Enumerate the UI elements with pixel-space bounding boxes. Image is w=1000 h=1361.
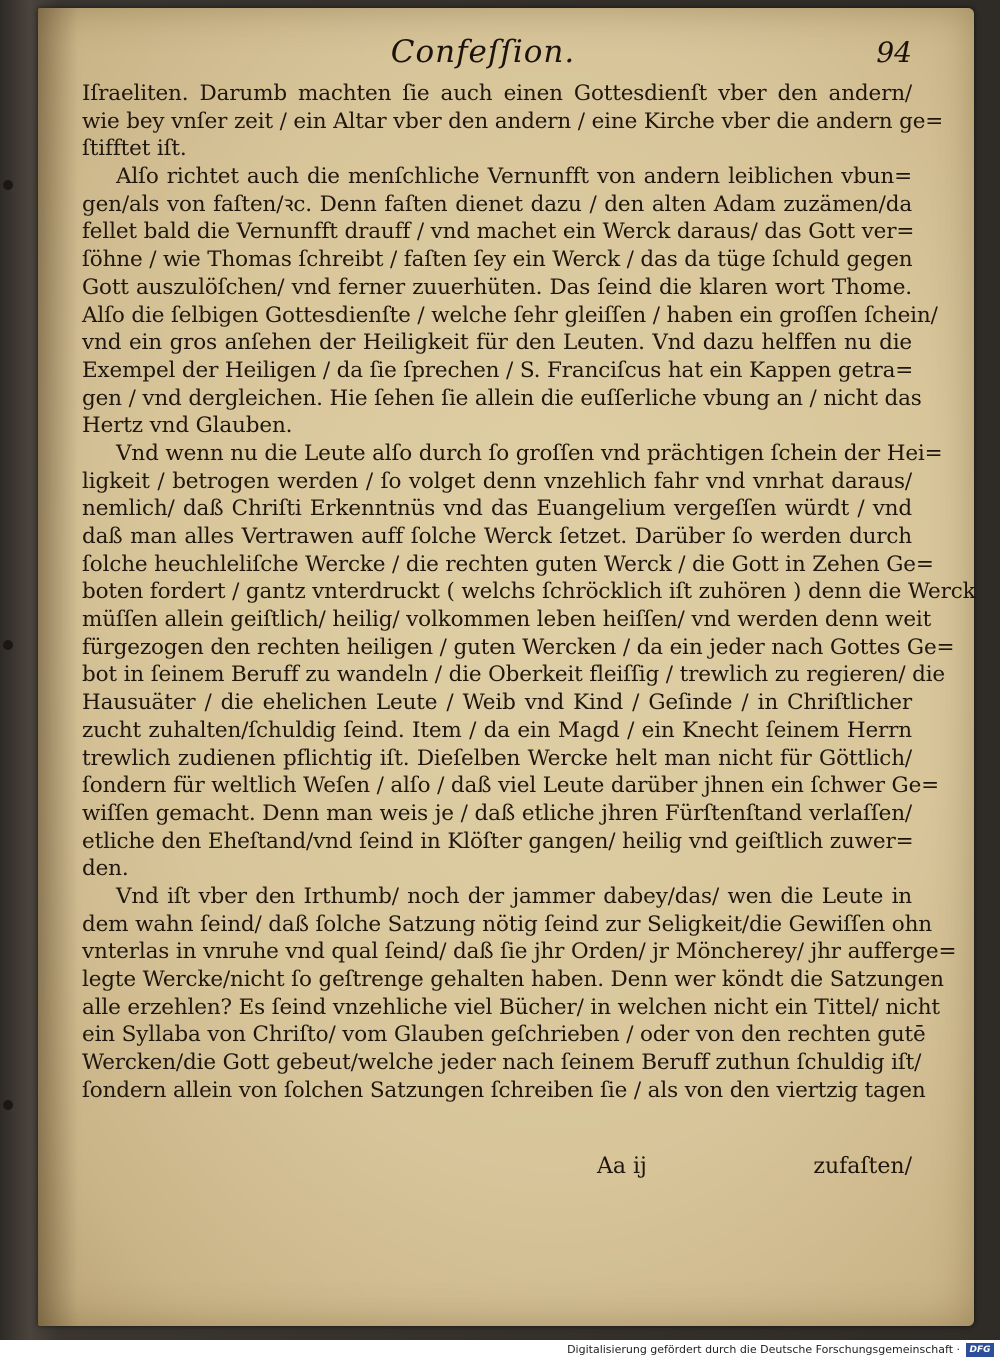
text-line: Exempel der Heiligen / da ſie ſprechen / S. Franciſcus hat ein Kappen getra=: [82, 357, 914, 383]
text-line: ſolche heuchleliſche Wercke / die rechten guten Werck / die Gott in Zehen Ge=: [82, 551, 934, 577]
text-line: den.: [82, 856, 129, 882]
text-line: wie bey vnſer zeit / ein Altar vber den andern / eine Kirche vber die andern ge=: [82, 108, 944, 134]
text-line: etliche den Eheſtand/vnd ſeind in Klöſter gangen/ heilig vnd geiſtlich zuwer=: [82, 828, 914, 854]
text-line: ligkeit / betrogen werden / ſo volget denn vnzehlich fahr vnd vnrhat daraus/: [82, 468, 912, 494]
text-line: fellet bald die Vernunfft drauff / vnd machet ein Werck daraus/ das Gott ver=: [82, 219, 915, 245]
text-line: zucht zuhalten/ſchuldig ſeind. Item / da ein Magd / ein Knecht ſeinem Herrn: [82, 717, 912, 743]
text-line: daß man alles Vertrawen auff ſolche Werck ſetzet. Darüber ſo werden durch: [82, 524, 912, 549]
folio-number: 94: [876, 36, 912, 69]
text-line: Vnd wenn nu die Leute alſo durch ſo groſſen vnd prächtigen ſchein der Hei=: [116, 440, 943, 466]
binding-hole: [3, 1100, 13, 1110]
text-line: wiſſen gemacht. Denn man weis je / daß etliche jhren Fürſtenſtand verlaſſen/: [82, 800, 912, 826]
body-text: [82, 80, 976, 1104]
book-page: [38, 8, 974, 1326]
text-line: boten fordert / gantz vnterdruckt ( welchs ſchröcklich iſt zuhören ) denn die Werck: [82, 579, 976, 605]
text-line: dem wahn ſeind/ daß ſolche Satzung nötig ſeind zur Seligkeit/die Gewiſſen ohn: [82, 911, 932, 937]
text-line: ſondern allein von ſolchen Satzungen ſchreiben ſie / als von den viertzig tagen: [82, 1077, 926, 1103]
text-line: Gott auszulöſchen/ vnd ferner zuuerhüten. Das ſeind die klaren wort Thome.: [82, 274, 912, 300]
text-line: vnterlas in vnruhe vnd qual ſeind/ daß ſie jhr Orden/ jr Möncherey/ jhr aufferge=: [82, 939, 957, 965]
text-line: legte Wercke/nicht ſo geſtrenge gehalten haben. Denn wer köndt die Satzungen: [82, 967, 944, 992]
text-line: ein Syllaba von Chriſto/ vom Glauben geſchrieben / oder von den rechten gutē: [82, 1022, 926, 1048]
text-line: gen / vnd dergleichen. Hie ſehen ſie allein die euſſerliche vbung an / nicht das: [82, 385, 922, 411]
text-line: Alſo die ſelbigen Gottesdienſte / welche ſehr gleiſſen / haben ein groſſen ſchein/: [82, 302, 938, 328]
text-line: vnd ein gros anſehen der Heiligkeit für den Leuten. Vnd dazu helffen nu die: [82, 330, 912, 356]
text-line: ſtifftet iſt.: [82, 136, 187, 162]
funding-credit: Digitalisierung gefördert durch die Deutsche Forschungsgemeinschaft ·: [567, 1343, 960, 1356]
text-line: Wercken/die Gott gebeut/welche jeder nach ſeinem Beruff zuthun ſchuldig iſt/: [82, 1050, 922, 1076]
text-line: ſondern für weltlich Weſen / alſo / daß viel Leute darüber jhnen ein ſchwer Ge=: [82, 773, 940, 799]
text-line: Hausuäter / die ehelichen Leute / Weib vnd Kind / Geſinde / in Chriſtlicher: [82, 690, 912, 716]
text-line: Iſraeliten. Darumb machten ſie auch einen Gottesdienſt vber den andern/: [82, 81, 912, 106]
text-line: nemlich/ daß Chriſti Erkenntnüs vnd das Euangelium vergeſſen würdt / vnd: [82, 496, 912, 522]
text-line: ſöhne / wie Thomas ſchreibt / faſten ſey ein Werck / das da tüge ſchuld gegen: [82, 247, 913, 273]
page-footer: [82, 1154, 912, 1184]
running-title: Confeſſion.: [390, 34, 576, 70]
catchword: zufaſten/: [813, 1154, 912, 1179]
binding-hole: [3, 180, 13, 190]
page-header: [38, 34, 974, 78]
dfg-logo-icon: DFG: [966, 1343, 994, 1357]
signature-mark: Aa ij: [597, 1154, 647, 1179]
credit-bar: [0, 1340, 1000, 1361]
text-line: alle erzehlen? Es ſeind vnzehliche viel Bücher/ in welchen nicht ein Tittel/ nicht: [82, 994, 940, 1020]
text-line: Hertz vnd Glauben.: [82, 413, 293, 439]
text-line: müſſen allein geiſtlich/ heilig/ volkommen leben heiſſen/ vnd werden denn weit: [82, 607, 932, 633]
text-line: gen/als von faſten/ꝛc. Denn faſten dienet dazu / den alten Adam zuzämen/da: [82, 191, 912, 217]
text-line: bot in ſeinem Beruff zu wandeln / die Oberkeit fleiſſig / trewlich zu regieren/ die: [82, 662, 946, 688]
text-line: trewlich zudienen pflichtig iſt. Dieſelben Wercke helt man nicht für Göttlich/: [82, 745, 912, 771]
text-line: Vnd iſt vber den Irthumb/ noch der jammer dabey/das/ wen die Leute in: [116, 883, 912, 909]
text-line: fürgezogen den rechten heiligen / guten Wercken / da ein jeder nach Gottes Ge=: [82, 634, 955, 660]
binding-hole: [3, 640, 13, 650]
text-line: Alſo richtet auch die menſchliche Vernunfft von andern leiblichen vbun=: [116, 164, 912, 190]
